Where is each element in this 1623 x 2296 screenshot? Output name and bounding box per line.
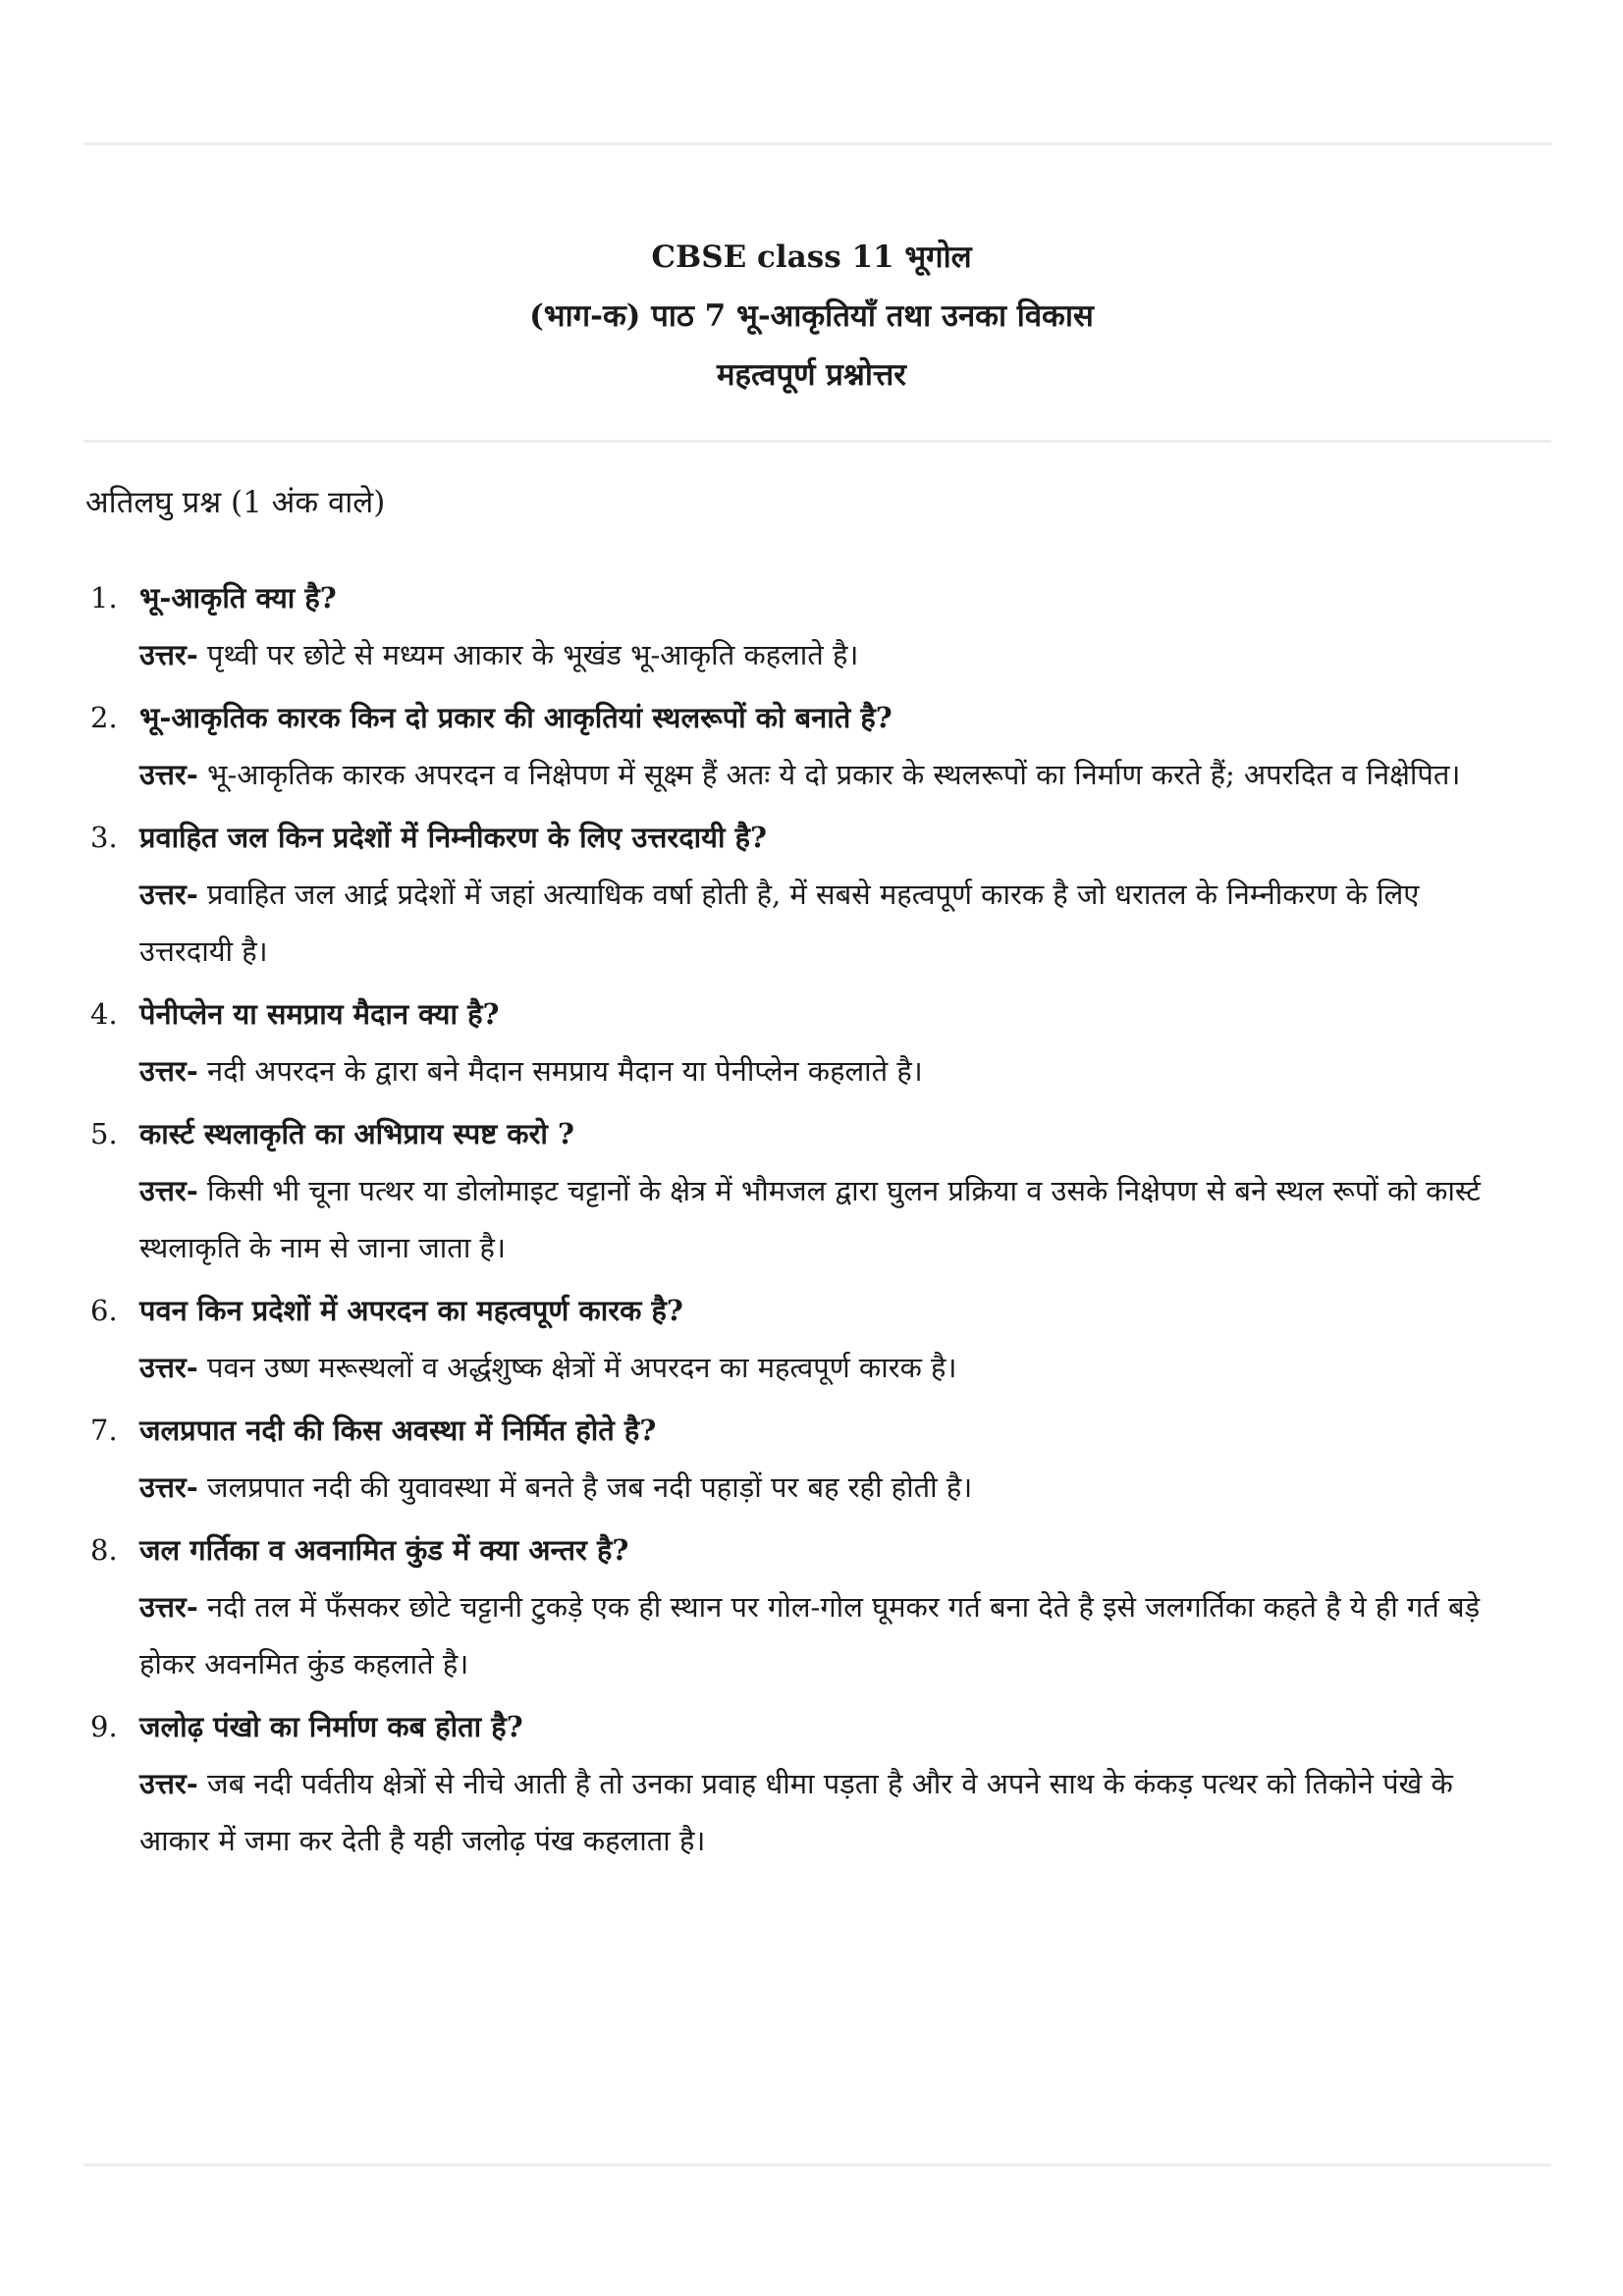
answer-body: भू-आकृतिक कारक अपरदन व निक्षेपण में सूक्ष्म हैं अतः ये दो प्रकार के स्थलरूपों का निर्माण करते हैं; अपरदित व निक्षेपित।	[197, 758, 1461, 791]
answer-text	[139, 626, 1558, 683]
answer-body: किसी भी चूना पत्थर या डोलोमाइट चट्टानों के क्षेत्र में भौमजल द्वारा घुलन प्रक्रिया व उसके निक्षेपण से बने स्थल रूपों को कार्स्ट स्थलाकृति के नाम से जाना जाता है।	[139, 1174, 1481, 1264]
section-heading: अतिलघु प्रश्न (1 अंक वाले)	[85, 485, 386, 520]
answer-text	[139, 1162, 1558, 1276]
answer-text	[139, 1578, 1558, 1692]
top-divider	[83, 142, 1551, 145]
answer-label: उत्तर-	[139, 758, 198, 791]
question-text: प्रवाहित जल किन प्रदेशों में निम्नीकरण के लिए उत्तरदायी है?	[139, 821, 767, 854]
answer-text	[139, 1755, 1558, 1869]
question-item	[85, 809, 1558, 980]
question-item	[85, 1402, 1558, 1516]
header-title: CBSE class 11 भूगोल	[651, 240, 972, 275]
answer-body: पृथ्वी पर छोटे से मध्यम आकार के भूखंड भू-आकृति कहलाते है।	[197, 638, 859, 671]
question-list	[85, 569, 1558, 1875]
question-text: कार्स्ट स्थलाकृति का अभिप्राय स्पष्ट करो ?	[139, 1117, 574, 1150]
question-text: पेनीप्लेन या समप्राय मैदान क्या है?	[139, 997, 500, 1031]
question-text: जल गर्तिका व अवनामित कुंड में क्या अन्तर है?	[139, 1533, 629, 1567]
document-header	[0, 228, 1623, 404]
answer-label: उत्तर-	[139, 878, 198, 911]
header-subtitle: महत्वपूर्ण प्रश्नोत्तर	[717, 357, 906, 393]
question-number: 2.	[90, 701, 118, 734]
answer-label: उत्तर-	[139, 638, 198, 671]
question-text: पवन किन प्रदेशों में अपरदन का महत्वपूर्ण कारक है?	[139, 1294, 683, 1327]
answer-body: पवन उष्ण मरूस्थलों व अर्द्धशुष्क क्षेत्रों में अपरदन का महत्वपूर्ण कारक है।	[197, 1351, 957, 1384]
answer-body: नदी तल में फँसकर छोटे चट्टानी टुकड़े एक ही स्थान पर गोल-गोल घूमकर गर्त बना देते है इसे जलगर्तिका कहते है ये ही गर्त बड़े होकर अवनमित कुंड कहलाते है।	[139, 1590, 1481, 1681]
question-number: 3.	[90, 821, 118, 854]
question-item	[85, 1105, 1558, 1276]
answer-label: उत्तर-	[139, 1351, 198, 1384]
answer-label: उत्तर-	[139, 1054, 198, 1088]
answer-label: उत्तर-	[139, 1590, 198, 1624]
answer-body: जब नदी पर्वतीय क्षेत्रों से नीचे आती है तो उनका प्रवाह धीमा पड़ता है और वे अपने साथ के कंकड़ पत्थर को तिकोने पंखे के आकार में जमा कर देती है यही जलोढ़ पंख कहलाता है।	[139, 1767, 1453, 1857]
bottom-divider	[83, 2163, 1551, 2166]
answer-body: जलप्रपात नदी की युवावस्था में बनते है जब नदी पहाड़ों पर बह रही होती है।	[197, 1470, 973, 1504]
question-item	[85, 1522, 1558, 1692]
question-number: 1.	[90, 581, 118, 614]
question-number: 5.	[90, 1117, 118, 1150]
header-divider	[83, 440, 1551, 443]
answer-text	[139, 866, 1558, 980]
question-number: 8.	[90, 1533, 118, 1567]
answer-text	[139, 1339, 1558, 1396]
answer-text	[139, 1459, 1558, 1516]
answer-text	[139, 1042, 1558, 1099]
question-number: 4.	[90, 997, 118, 1031]
header-chapter: (भाग-क) पाठ 7 भू-आकृतियाँ तथा उनका विकास	[529, 298, 1094, 334]
question-text: जलोढ़ पंखो का निर्माण कब होता है?	[139, 1710, 523, 1743]
question-text: भू-आकृति क्या है?	[139, 581, 337, 614]
question-item	[85, 1282, 1558, 1396]
answer-body: नदी अपरदन के द्वारा बने मैदान समप्राय मैदान या पेनीप्लेन कहलाते है।	[197, 1054, 923, 1088]
answer-body: प्रवाहित जल आर्द्र प्रदेशों में जहां अत्याधिक वर्षा होती है, में सबसे महत्वपूर्ण कारक है जो धरातल के निम्नीकरण के लिए उत्तरदायी है।	[139, 878, 1420, 968]
answer-label: उत्तर-	[139, 1767, 198, 1800]
answer-label: उत्तर-	[139, 1470, 198, 1504]
question-text: जलप्रपात नदी की किस अवस्था में निर्मित होते है?	[139, 1414, 657, 1447]
question-item	[85, 1698, 1558, 1869]
answer-text	[139, 746, 1558, 803]
question-number: 6.	[90, 1294, 118, 1327]
question-number: 9.	[90, 1710, 118, 1743]
question-item	[85, 569, 1558, 683]
answer-label: उत्तर-	[139, 1174, 198, 1207]
question-number: 7.	[90, 1414, 118, 1447]
question-text: भू-आकृतिक कारक किन दो प्रकार की आकृतियां स्थलरूपों को बनाते है?	[139, 701, 893, 734]
question-item	[85, 689, 1558, 803]
question-item	[85, 986, 1558, 1099]
